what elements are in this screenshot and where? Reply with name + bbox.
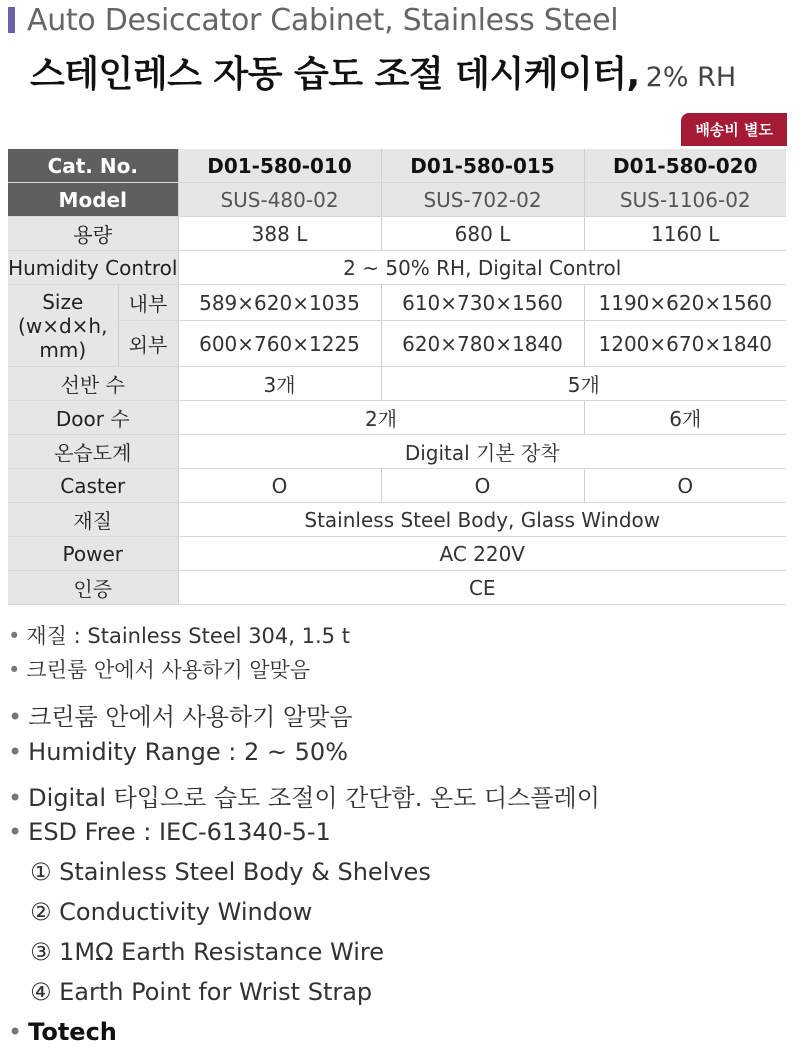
- cat-cell: D01-580-015: [381, 149, 584, 183]
- table-row: [8, 149, 786, 183]
- table-row: [8, 183, 786, 217]
- bullet-dot: •: [8, 1018, 23, 1046]
- inner-cell: 589×620×1035: [178, 285, 381, 321]
- cat-cell: D01-580-020: [584, 149, 786, 183]
- brand-name: Totech: [28, 1018, 117, 1046]
- list-item-text: 재질 : Stainless Steel 304, 1.5 t: [26, 624, 350, 648]
- list-item: [8, 1018, 117, 1046]
- list-item-text: ESD Free : IEC-61340-5-1: [28, 818, 331, 846]
- caster-cell: O: [178, 469, 381, 503]
- outer-cell: 620×780×1840: [381, 321, 584, 367]
- caster-label: Caster: [8, 469, 178, 503]
- bullet-dot: •: [8, 818, 23, 846]
- title-rh: 2% RH: [645, 62, 737, 93]
- sub-item: ① Stainless Steel Body & Shelves: [30, 858, 431, 886]
- model-cell: SUS-1106-02: [584, 183, 786, 217]
- humidity-cell: 2 ~ 50% RH, Digital Control: [178, 251, 786, 285]
- inner-cell: 1190×620×1560: [584, 285, 786, 321]
- capacity-label: 용량: [8, 217, 178, 251]
- list-item-text: 크린룸 안에서 사용하기 알맞음: [26, 658, 311, 682]
- english-title-text: Auto Desiccator Cabinet, Stainless Steel: [27, 2, 619, 38]
- model-cell: SUS-480-02: [178, 183, 381, 217]
- list-item: [8, 738, 348, 766]
- sub-item: ④ Earth Point for Wrist Strap: [30, 978, 373, 1006]
- caster-cell: O: [381, 469, 584, 503]
- outer-label: 외부: [118, 321, 178, 367]
- capacity-cell: 680 L: [381, 217, 584, 251]
- list-item-text: Humidity Range : 2 ~ 50%: [28, 738, 348, 766]
- table-row: [8, 321, 786, 367]
- material-cell: Stainless Steel Body, Glass Window: [178, 503, 786, 537]
- bullet-dot: •: [8, 658, 21, 682]
- shelf-cell: 3개: [178, 367, 381, 401]
- capacity-cell: 388 L: [178, 217, 381, 251]
- list-item: [8, 778, 600, 813]
- power-label: Power: [8, 537, 178, 571]
- table-row: [8, 285, 786, 321]
- bullet-dot: •: [8, 624, 21, 648]
- list-item-text: 크린룸 안에서 사용하기 알맞음: [28, 703, 353, 731]
- cat-cell: D01-580-010: [178, 149, 381, 183]
- power-cell: AC 220V: [178, 537, 786, 571]
- spec-table: [8, 149, 786, 605]
- table-row: [8, 251, 786, 285]
- table-row: [8, 503, 786, 537]
- list-item: [8, 697, 352, 732]
- thermo-cell: Digital 기본 장착: [178, 435, 786, 469]
- table-row: [8, 469, 786, 503]
- sub-item: ② Conductivity Window: [30, 898, 313, 926]
- table-row: [8, 435, 786, 469]
- door-cell: 2개: [178, 401, 584, 435]
- outer-cell: 1200×670×1840: [584, 321, 786, 367]
- model-cell: SUS-702-02: [381, 183, 584, 217]
- list-item-text: Digital 타입으로 습도 조절이 간단함. 온도 디스플레이: [28, 784, 600, 812]
- list-item: [8, 818, 331, 846]
- model-header: Model: [8, 183, 178, 217]
- list-item: [8, 620, 350, 650]
- cat-no-header: Cat. No.: [8, 149, 178, 183]
- inner-label: 내부: [118, 285, 178, 321]
- table-row: [8, 217, 786, 251]
- cert-label: 인증: [8, 571, 178, 605]
- door-cell: 6개: [584, 401, 786, 435]
- shelf-label: 선반 수: [8, 367, 178, 401]
- cert-cell: CE: [178, 571, 786, 605]
- outer-cell: 600×760×1225: [178, 321, 381, 367]
- material-label: 재질: [8, 503, 178, 537]
- thermo-label: 온습도계: [8, 435, 178, 469]
- sub-item: ③ 1MΩ Earth Resistance Wire: [30, 938, 385, 966]
- bullet-dot: •: [8, 703, 23, 731]
- title-accent-bar: [8, 7, 15, 33]
- bullet-dot: •: [8, 738, 23, 766]
- inner-cell: 610×730×1560: [381, 285, 584, 321]
- door-label: Door 수: [8, 401, 178, 435]
- size-label: Size (w×d×h, mm): [8, 285, 118, 367]
- shipping-badge: 배송비 별도: [681, 113, 787, 146]
- list-item: [8, 654, 310, 684]
- shelf-cell: 5개: [381, 367, 786, 401]
- capacity-cell: 1160 L: [584, 217, 786, 251]
- caster-cell: O: [584, 469, 786, 503]
- bullet-dot: •: [8, 784, 23, 812]
- table-row: [8, 401, 786, 435]
- table-row: [8, 537, 786, 571]
- table-row: [8, 367, 786, 401]
- korean-title: [30, 46, 736, 97]
- korean-title-text: 스테인레스 자동 습도 조절 데시케이터,: [30, 54, 640, 95]
- table-row: [8, 571, 786, 605]
- english-title: [8, 2, 618, 38]
- humidity-label: Humidity Control: [8, 251, 178, 285]
